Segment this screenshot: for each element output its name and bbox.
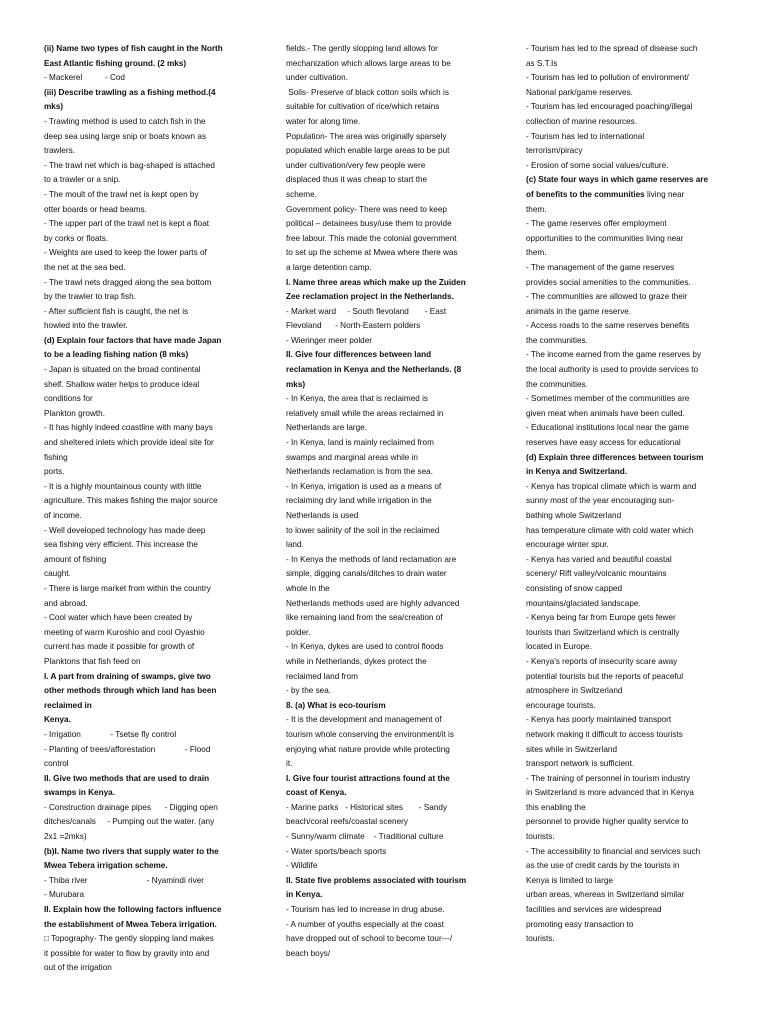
answer-text-line: tourism whole conserving the environment/it is xyxy=(286,729,454,739)
answer-text-line: fishing xyxy=(44,452,68,462)
question-heading-line: (iii) Describe trawling as a fishing method.(4 xyxy=(44,87,216,97)
answer-text-line: ditches/canals - Pumping out the water. (any xyxy=(44,817,215,827)
answer-text-line: has temperature climate with cold water which xyxy=(526,525,694,535)
answer-text-line: Kenya is limited to large xyxy=(526,875,613,885)
question-heading-line: in Kenya and Switzerland. xyxy=(526,467,628,477)
answer-text-line: tourists than Switzerland which is centrally xyxy=(526,627,680,637)
question-heading-line: to be a leading fishing nation (8 mks) xyxy=(44,350,189,360)
answer-text-line: mechanization which allows large areas to be xyxy=(286,58,451,68)
answer-text-line: simple, digging canals/ditches to drain water xyxy=(286,569,447,579)
question-heading-line: Kenya. xyxy=(44,715,71,725)
answer-text-line: political – detainees busy/use them to provide xyxy=(286,219,452,229)
answer-text-line: have dropped out of school to become tour---/ xyxy=(286,934,453,944)
answer-text-line: by corks or floats. xyxy=(44,233,109,243)
answer-text-line: - The training of personnel in tourism industry xyxy=(526,773,691,783)
answer-text-line: - Kenya has poorly maintained transport xyxy=(526,715,672,725)
answer-text-line: the communities. xyxy=(526,379,588,389)
answer-text-line: - Sunny/warm climate - Traditional culture xyxy=(286,832,444,842)
answer-text-line: relatively small while the areas reclaimed in xyxy=(286,408,444,418)
answer-text-line: a large detention camp. xyxy=(286,262,372,272)
answer-text-line: reclaiming dry land while irrigation in the xyxy=(286,496,432,506)
answer-text-line: howled into the trawler. xyxy=(44,321,128,331)
answer-text-line: - Weights are used to keep the lower parts of xyxy=(44,248,207,258)
answer-text-line: - Water sports/beach sports xyxy=(286,846,387,856)
answer-text-line: - The game reserves offer employment xyxy=(526,219,667,229)
answer-text-line: - Thiba river - Nyamindi river xyxy=(44,875,204,885)
question-heading-line: East Atlantic fishing ground. (2 mks) xyxy=(44,58,187,68)
answer-text-line: promoting easy transaction to xyxy=(526,919,634,929)
question-heading-line: Mwea Tebera irrigation scheme. xyxy=(44,861,168,871)
answer-text-line: Flevoland - North-Eastern polders xyxy=(286,321,421,331)
answer-text-line: to lower salinity of the soil in the reclaimed xyxy=(286,525,440,535)
answer-text-line: otter boards or head beams. xyxy=(44,204,147,214)
answer-text-line: - Kenya's reports of insecurity scare away xyxy=(526,656,678,666)
answer-text-line: 2x1 =2mks) xyxy=(44,832,87,842)
answer-text-line: sunny most of the year encouraging sun- xyxy=(526,496,675,506)
answer-text-line: the local authority is used to provide services to xyxy=(526,365,699,375)
answer-text-line: tourists. xyxy=(526,832,555,842)
answer-text-line: and sheltered inlets which provide ideal site for xyxy=(44,438,214,448)
answer-text-line: sites while in Switzerland xyxy=(526,744,618,754)
question-heading-line: II. Give two methods that are used to drain xyxy=(44,773,210,783)
question-heading-line: II. State five problems associated with tourism xyxy=(286,875,467,885)
answer-text-line: provides social amenities to the communities. xyxy=(526,277,691,287)
answer-text-line: □ Topography- The gently slopping land makes xyxy=(44,934,214,944)
column-2 xyxy=(286,42,498,961)
answer-text-line: it. xyxy=(286,759,293,769)
answer-text-line: - In Kenya, dykes are used to control floods xyxy=(286,642,444,652)
answer-text-line: encourage tourists. xyxy=(526,700,596,710)
answer-text-line: enjoying what nature provide while protecting xyxy=(286,744,450,754)
answer-text-line: by the trawler to trap fish. xyxy=(44,292,136,302)
answer-text-line: bathing whole Switzerland xyxy=(526,511,622,520)
answer-text-line: - Japan is situated on the broad continental xyxy=(44,365,201,375)
answer-text-line: - The trawl net which is bag-shaped is attached xyxy=(44,160,215,170)
answer-text-line: Population- The area was originally sparsely xyxy=(286,131,447,141)
answer-text-line: this enabling the xyxy=(526,802,586,812)
answer-text-line: Netherlands is used xyxy=(286,511,359,520)
question-heading-line: coast of Kenya. xyxy=(286,788,347,798)
answer-text-line: free labour. This made the colonial government xyxy=(286,233,457,243)
answer-text-line: control xyxy=(44,759,69,769)
answer-text-line: shelf. Shallow water helps to produce ideal xyxy=(44,379,200,389)
question-heading-line: I. Give four tourist attractions found at the xyxy=(286,773,450,783)
question-heading-line: II. Explain how the following factors influence xyxy=(44,905,222,915)
answer-text-line: given meat when animals have been culled. xyxy=(526,408,685,418)
question-heading-line: (d) Explain four factors that have made Japan xyxy=(44,335,222,345)
answer-text-line: - Tourism has led to international xyxy=(526,131,645,141)
answer-text-line: - Wieringer meer polder xyxy=(286,335,372,345)
question-heading-line: (c) State four ways in which game reserves are xyxy=(526,175,709,185)
answer-text-line: Netherlands methods used are highly advanced xyxy=(286,598,460,608)
answer-text-line: as the use of credit cards by the tourists in xyxy=(526,861,680,871)
answer-text-line: - In Kenya the methods of land reclamation are xyxy=(286,554,457,564)
answer-text-line: opportunities to the communities living near xyxy=(526,233,684,243)
answer-text-line: - Well developed technology has made deep xyxy=(44,525,206,535)
answer-text-line: suitable for cultivation of rice/which retains xyxy=(286,102,440,112)
answer-text-line: - It has highly indeed coastline with many bays xyxy=(44,423,213,433)
answer-text-line: - The trawl nets dragged along the sea bottom xyxy=(44,277,212,287)
question-heading-line: reclamation in Kenya and the Netherlands. (8 xyxy=(286,365,462,375)
answer-text-line: - Erosion of some social values/culture. xyxy=(526,160,669,170)
answer-text-line: polder. xyxy=(286,627,311,637)
answer-text-line: beach boys/ xyxy=(286,948,331,958)
answer-text-line: beach/coral reefs/coastal scenery xyxy=(286,817,408,827)
answer-text-line: - In Kenya, the area that is reclaimed is xyxy=(286,394,428,404)
question-heading-line xyxy=(526,188,738,203)
answer-text-line: - Wildlife xyxy=(286,861,318,871)
answer-text-line: under cultivation. xyxy=(286,73,348,83)
question-heading-line: in Kenya. xyxy=(286,890,323,900)
answer-text-line: under cultivation/very few people were xyxy=(286,160,426,170)
answer-text-line: water for along time. xyxy=(286,116,361,126)
answer-text-line: of income. xyxy=(44,511,82,520)
answer-text-line: them. xyxy=(526,204,547,214)
answer-text-line: displaced thus it was cheap to start the xyxy=(286,175,428,185)
answer-text-line: - Kenya has tropical climate which is warm and xyxy=(526,481,697,491)
answer-text-line: personnel to provide higher quality service to xyxy=(526,817,689,827)
answer-text-line: whole in the xyxy=(286,583,330,593)
question-heading-line: II. Give four differences between land xyxy=(286,350,432,360)
answer-text-line: while in Netherlands, dykes protect the xyxy=(286,656,427,666)
answer-text-line: the net at the sea bed. xyxy=(44,262,126,272)
answer-text-line: collection of marine resources. xyxy=(526,116,638,126)
answer-text-line: transport network is sufficient. xyxy=(526,759,635,769)
answer-text-line: - Tourism has led encouraged poaching/illegal xyxy=(526,102,693,112)
answer-text-line: animals in the game reserve. xyxy=(526,306,632,316)
answer-text-line: - Kenya being far from Europe gets fewer xyxy=(526,613,676,623)
answer-text-line: - The communities are allowed to graze their xyxy=(526,292,688,302)
answer-text-line: meeting of warm Kuroshio and cool Oyashio xyxy=(44,627,205,637)
answer-text-line: caught. xyxy=(44,569,71,579)
answer-text-line: and abroad. xyxy=(44,598,88,608)
answer-text-line: - Murubara xyxy=(44,890,85,900)
answer-text-line: amount of fishing xyxy=(44,554,107,564)
question-heading-line: (d) Explain three differences between tourism xyxy=(526,452,704,462)
answer-text-line: - The moult of the trawl net is kept open by xyxy=(44,189,199,199)
answer-text-line: encourage winter spur. xyxy=(526,540,609,550)
answer-text-line: to a trawler or a snip. xyxy=(44,175,121,185)
answer-text-line: conditions for xyxy=(44,394,93,404)
answer-text-line: atmosphere in Switzerland xyxy=(526,686,623,696)
answer-text-line: scheme. xyxy=(286,189,317,199)
answer-text-line: mountains/glaciated landscape. xyxy=(526,598,641,608)
answer-text-line: Plankton growth. xyxy=(44,408,105,418)
answer-text-line: land. xyxy=(286,540,304,550)
answer-text-line: - Tourism has led to pollution of environment/ xyxy=(526,73,689,83)
answer-text-line: - The income earned from the game reserves by xyxy=(526,350,702,360)
question-heading-line: (ii) Name two types of fish caught in the North xyxy=(44,44,223,53)
question-heading-line: I. A part from draining of swamps, give two xyxy=(44,671,211,681)
answer-text-line: facilities and services are widespread xyxy=(526,905,662,915)
answer-text-line: - Irrigation - Tsetse fly control xyxy=(44,729,177,739)
answer-text-line: to set up the scheme at Mwea where there was xyxy=(286,248,458,258)
answer-text-line: terrorism/piracy xyxy=(526,146,583,156)
answer-text-line: Netherlands are large. xyxy=(286,423,368,433)
answer-text-line: - Marine parks - Historical sites - Sandy xyxy=(286,802,448,812)
answer-text-line: - In Kenya, irrigation is used as a means of xyxy=(286,481,442,491)
answer-text-line: scenery/ Rift valley/volcanic mountains xyxy=(526,569,667,579)
answer-text-line: trawlers. xyxy=(44,146,75,156)
answer-text-line: - Planting of trees/afforestation - Flood xyxy=(44,744,211,754)
answer-text-line: - After sufficient fish is caught, the net is xyxy=(44,306,189,316)
answer-text-line: - Educational institutions local near the game xyxy=(526,423,689,433)
question-heading-line: mks) xyxy=(286,379,306,389)
answer-text-line: out of the irrigation xyxy=(44,963,112,973)
answer-text-line: them. xyxy=(526,248,547,258)
answer-text-line: - It is a highly mountainous county with little xyxy=(44,481,202,491)
answer-text-line: fields.- The gently slopping land allows for xyxy=(286,44,438,53)
question-heading-line: the establishment of Mwea Tebera irrigation. xyxy=(44,919,217,929)
answer-text-line: - The management of the game reserves xyxy=(526,262,675,272)
question-heading-line: mks) xyxy=(44,102,64,112)
answer-text-line: - Mackerel - Cod xyxy=(44,73,125,83)
answer-text-line: reclaimed land from xyxy=(286,671,358,681)
answer-text-line: - In Kenya, land is mainly reclaimed from xyxy=(286,438,434,448)
answer-text-line: - It is the development and management of xyxy=(286,715,442,725)
answer-text-line: - Market ward - South flevoland - East xyxy=(286,306,447,316)
answer-text-line: populated which enable large areas to be put xyxy=(286,146,450,156)
answer-text-line: - The accessibility to financial and services such xyxy=(526,846,701,856)
answer-text-line: sea fishing very efficient. This increase the xyxy=(44,540,198,550)
question-heading-line: I. Name three areas which make up the Zuiden xyxy=(286,277,466,287)
answer-text-line: urban areas, whereas in Switzerland similar xyxy=(526,890,685,900)
answer-text-line: - Sometimes member of the communities are xyxy=(526,394,690,404)
answer-text-line: Government policy- There was need to keep xyxy=(286,204,447,214)
bold-segment: of benefits to the communities xyxy=(526,189,645,199)
answer-text-line: - A number of youths especially at the coast xyxy=(286,919,444,929)
answer-text-line: network making it difficult to access tourists xyxy=(526,729,683,739)
answer-text-line: - Tourism has led to the spread of disease such xyxy=(526,44,698,53)
answer-text-line: - The upper part of the trawl net is kept a float xyxy=(44,219,210,229)
column-3 xyxy=(526,42,738,947)
answer-text-line: - Cool water which have been created by xyxy=(44,613,193,623)
question-heading-line: Zee reclamation project in the Netherlands. xyxy=(286,292,454,302)
answer-text-line: in Switzerland is more advanced that in Kenya xyxy=(526,788,694,798)
answer-text-line: the communities. xyxy=(526,335,588,345)
answer-text-line: - Kenya has varied and beautiful coastal xyxy=(526,554,672,564)
answer-text-line: it possible for water to flow by gravity into and xyxy=(44,948,210,958)
answer-text-line: National park/game reserves. xyxy=(526,87,633,97)
answer-text-line: potential tourists but the reports of peaceful xyxy=(526,671,684,681)
column-1 xyxy=(44,42,256,976)
answer-text-line: located in Europe. xyxy=(526,642,592,652)
answer-text-line: - by the sea. xyxy=(286,686,332,696)
answer-text-line: consisting of snow capped xyxy=(526,583,623,593)
question-heading-line: other methods through which land has been xyxy=(44,686,217,696)
answer-text-line: - Access roads to the same reserves benefits xyxy=(526,321,690,331)
answer-text-line: - Tourism has led to increase in drug abuse. xyxy=(286,905,445,915)
answer-text-line: - There is large market from within the country xyxy=(44,583,211,593)
answer-text-line: agriculture. This makes fishing the major source xyxy=(44,496,218,506)
question-heading-line: 8. (a) What is eco-tourism xyxy=(286,700,386,710)
answer-text-line: as S.T.Is xyxy=(526,58,558,68)
answer-text-line: tourists. xyxy=(526,934,555,944)
answer-text-line: - Trawling method is used to catch fish in the xyxy=(44,116,206,126)
answer-text-line: swamps and marginal areas while in xyxy=(286,452,418,462)
answer-text-line: deep sea using large snip or boats known as xyxy=(44,131,207,141)
answer-text-line: Netherlands reclamation is from the sea. xyxy=(286,467,433,477)
answer-text-line: - Construction drainage pipes - Digging open xyxy=(44,802,218,812)
answer-text-line: current has made it possible for growth of xyxy=(44,642,195,652)
question-heading-line: reclaimed in xyxy=(44,700,92,710)
regular-segment: living near xyxy=(644,189,685,199)
answer-text-line: like remaining land from the sea/creation of xyxy=(286,613,443,623)
question-heading-line: swamps in Kenya. xyxy=(44,788,115,798)
answer-text-line: Soils- Preserve of black cotton soils which is xyxy=(286,87,449,97)
answer-text-line: ports. xyxy=(44,467,65,477)
answer-text-line: reserves have easy access for educational xyxy=(526,438,681,448)
answer-text-line: Planktons that fish feed on xyxy=(44,656,141,666)
question-heading-line: (b)I. Name two rivers that supply water to the xyxy=(44,846,219,856)
